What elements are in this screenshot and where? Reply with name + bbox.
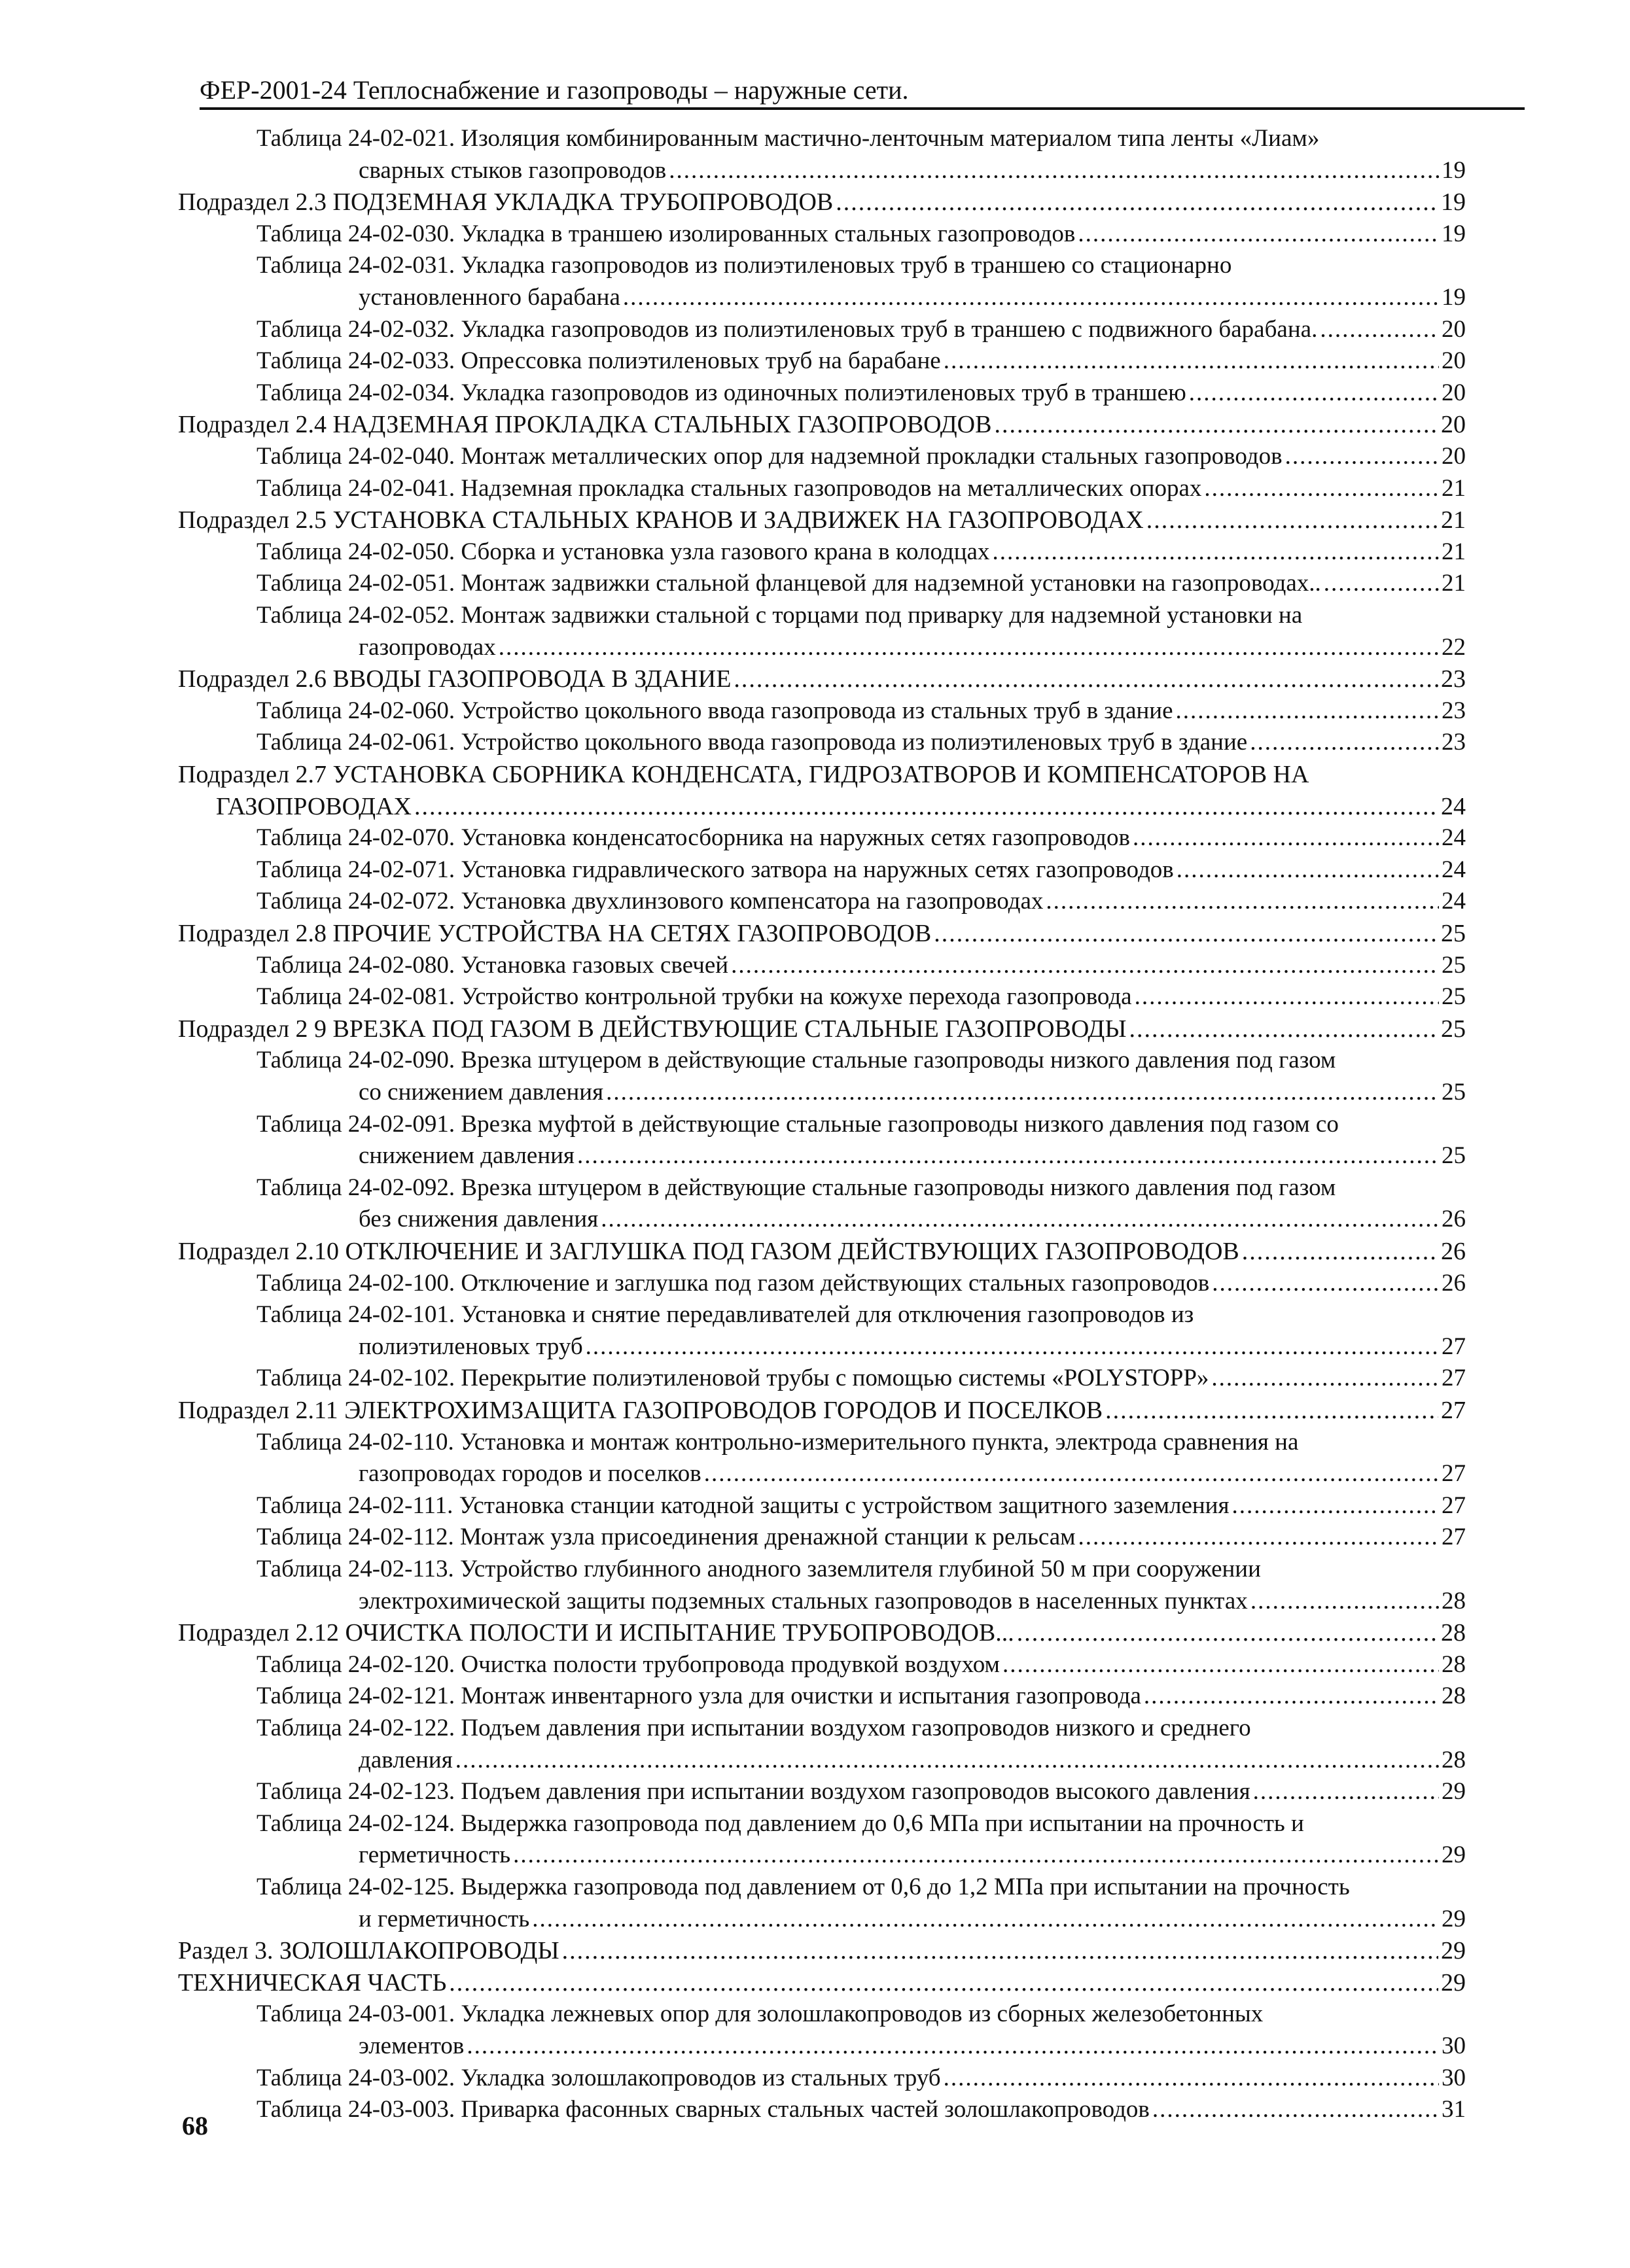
leader-dots (1212, 1268, 1439, 1299)
toc-entry-text: снижением давления (359, 1142, 575, 1169)
toc-table-line[interactable] (257, 2063, 1466, 2094)
toc-table-line[interactable] (257, 981, 1466, 1013)
toc-entry-text: Таблица 24-03-001. Укладка лежневых опор для золошлакопроводов из сборных железобетонных (257, 2000, 1264, 2027)
toc-page-number: 29 (1441, 1969, 1466, 1997)
toc-table-line[interactable] (257, 1363, 1466, 1394)
toc-page-number: 20 (1441, 411, 1466, 438)
toc-page-number: 29 (1442, 1841, 1466, 1868)
toc-entry-text: Подраздел 2.12 ОЧИСТКА ПОЛОСТИ И ИСПЫТАНИЕ ТРУБОПРОВОДОВ... (178, 1619, 1014, 1647)
toc-table-line[interactable] (257, 1045, 1336, 1076)
toc-page-number: 30 (1442, 2065, 1466, 2091)
toc-entry-text: полиэтиленовых труб (359, 1333, 583, 1360)
toc-table-line[interactable] (257, 1808, 1304, 1840)
toc-page-number: 29 (1442, 1778, 1466, 1805)
leader-dots (1242, 1236, 1438, 1267)
toc-page-number: 23 (1441, 665, 1466, 693)
toc-table-line[interactable] (359, 1586, 1466, 1617)
leader-dots (532, 1904, 1439, 1935)
toc-section-line[interactable] (178, 504, 1466, 536)
toc-entry-text: Таблица 24-02-070. Установка конденсатосборника на наружных сетях газопроводов (257, 824, 1130, 851)
toc-page-number: 29 (1442, 1906, 1466, 1932)
toc-page-number: 31 (1442, 2096, 1466, 2123)
toc-page-number: 19 (1442, 220, 1466, 247)
toc-entry-text: Таблица 24-02-040. Монтаж металлических опор для надземной прокладки стальных газопроводов (257, 443, 1283, 470)
toc-page-number: 28 (1442, 1683, 1466, 1709)
toc-page-number: 29 (1441, 1937, 1466, 1964)
toc-page-number: 20 (1442, 347, 1466, 374)
toc-section-line[interactable] (178, 409, 1466, 440)
toc-table-line[interactable] (257, 1872, 1350, 1903)
leader-dots (1211, 1363, 1439, 1394)
toc-entry-text: Таблица 24-03-002. Укладка золошлакопроводов из стальных труб (257, 2065, 941, 2091)
leader-dots (734, 663, 1438, 695)
toc-entry-text: Таблица 24-02-071. Установка гидравлического затвора на наружных сетях газопроводов (257, 856, 1174, 883)
toc-entry-text: ГАЗОПРОВОДАХ (216, 793, 412, 820)
toc-entry-text: Подраздел 2.4 НАДЗЕМНАЯ ПРОКЛАДКА СТАЛЬНЫХ ГАЗОПРОВОДОВ (178, 411, 992, 438)
leader-dots (1320, 314, 1439, 345)
toc-page-number: 25 (1441, 920, 1466, 947)
toc-entry-text: Таблица 24-02-052. Монтаж задвижки стальной с торцами под приварку для надземной установки на (257, 602, 1303, 629)
toc-table-line[interactable] (359, 632, 1466, 663)
toc-table-line[interactable] (359, 1458, 1466, 1490)
toc-entry-text: Таблица 24-02-122. Подъем давления при испытании воздухом газопроводов низкого и среднего (257, 1715, 1251, 1741)
toc-entry-text: Подраздел 2 9 ВРЕЗКА ПОД ГАЗОМ В ДЕЙСТВУЮЩИЕ СТАЛЬНЫЕ ГАЗОПРОВОДЫ (178, 1015, 1127, 1043)
toc-entry-text: Таблица 24-02-051. Монтаж задвижки стальной фланцевой для надземной установки на газопроводах.. (257, 570, 1321, 597)
leader-dots (1133, 822, 1439, 854)
toc-section-line[interactable] (178, 759, 1309, 790)
toc-table-line[interactable] (257, 727, 1466, 758)
toc-table-line[interactable] (359, 1904, 1466, 1935)
toc-entry-text: ТЕХНИЧЕСКАЯ ЧАСТЬ (178, 1969, 447, 1997)
toc-table-line[interactable] (257, 377, 1466, 409)
toc-entry-text: Таблица 24-02-072. Установка двухлинзового компенсатора на газопроводах (257, 888, 1044, 915)
toc-entry-text: Подраздел 2.10 ОТКЛЮЧЕНИЕ И ЗАГЛУШКА ПОД ГАЗОМ ДЕЙСТВУЮЩИХ ГАЗОПРОВОДОВ (178, 1238, 1239, 1265)
leader-dots (1176, 695, 1439, 727)
toc-page-number: 19 (1442, 157, 1466, 184)
toc-page-number: 23 (1442, 697, 1466, 724)
leader-dots (1135, 981, 1439, 1013)
leader-dots (1002, 1649, 1439, 1681)
toc-table-line[interactable] (359, 155, 1466, 186)
toc-entry-text: Подраздел 2.6 ВВОДЫ ГАЗОПРОВОДА В ЗДАНИЕ (178, 665, 732, 693)
toc-entry-text: Таблица 24-02-100. Отключение и заглушка под газом действующих стальных газопроводов (257, 1270, 1210, 1297)
toc-section-line[interactable] (178, 1013, 1466, 1045)
leader-dots (1253, 1776, 1439, 1807)
toc-entry-text: герметичность (359, 1841, 511, 1868)
toc-table-line[interactable] (257, 1172, 1336, 1204)
toc-entry-text: элементов (359, 2032, 465, 2059)
toc-page-number: 22 (1442, 634, 1466, 661)
leader-dots (1177, 854, 1439, 886)
toc-page-number: 24 (1442, 856, 1466, 883)
toc-entry-text: Таблица 24-02-120. Очистка полости трубопровода продувкой воздухом (257, 1651, 1000, 1678)
toc-table-line[interactable] (359, 282, 1466, 313)
leader-dots (944, 345, 1439, 377)
toc-entry-text: установленного барабана (359, 284, 620, 311)
toc-table-line[interactable] (257, 536, 1466, 568)
toc-page-number: 26 (1441, 1238, 1466, 1265)
leader-dots (467, 2031, 1439, 2062)
toc-entry-text: Таблица 24-02-090. Врезка штуцером в действующие стальные газопроводы низкого давления под газом (257, 1047, 1336, 1073)
toc-page-number: 23 (1442, 729, 1466, 756)
leader-dots (1046, 886, 1439, 917)
leader-dots (455, 1745, 1439, 1776)
toc-entry-text: Таблица 24-02-021. Изоляция комбинированным мастично-ленточным материалом типа ленты «Лиам» (257, 125, 1320, 152)
toc-entry-text: давления (359, 1747, 453, 1773)
toc-entry-text: Таблица 24-02-050. Сборка и установка узла газового крана в колодцах (257, 538, 990, 565)
toc-page-number: 25 (1441, 1015, 1466, 1043)
leader-dots (934, 918, 1438, 949)
toc-entry-text: Таблица 24-02-091. Врезка муфтой в действующие стальные газопроводы низкого давления под газом со (257, 1111, 1339, 1138)
toc-table-line[interactable] (257, 1427, 1298, 1458)
toc-table-line[interactable] (257, 1490, 1466, 1522)
toc-page-number: 20 (1442, 316, 1466, 343)
leader-dots (1105, 1395, 1438, 1426)
toc-table-line[interactable] (257, 218, 1466, 250)
toc-section-line[interactable] (178, 1395, 1466, 1426)
toc-entry-text: Таблица 24-02-102. Перекрытие полиэтиленовой трубы с помощью системы «POLYSTOPP» (257, 1365, 1209, 1391)
toc-entry-text: Раздел 3. ЗОЛОШЛАКОПРОВОДЫ (178, 1937, 559, 1964)
toc-entry-text: Подраздел 2.8 ПРОЧИЕ УСТРОЙСТВА НА СЕТЯХ ГАЗОПРОВОДОВ (178, 920, 932, 947)
toc-entry-text: Подраздел 2.5 УСТАНОВКА СТАЛЬНЫХ КРАНОВ И ЗАДВИЖЕК НА ГАЗОПРОВОДАХ (178, 506, 1144, 534)
leader-dots (449, 1967, 1438, 1998)
toc-entry-text: Таблица 24-02-030. Укладка в траншею изолированных стальных газопроводов (257, 220, 1076, 247)
leader-dots (1129, 1013, 1438, 1045)
toc-entry-text: сварных стыков газопроводов (359, 157, 667, 184)
leader-dots (1152, 2094, 1439, 2125)
toc-page-number: 26 (1442, 1270, 1466, 1297)
toc-table-line[interactable] (257, 1713, 1251, 1744)
toc-table-line[interactable] (359, 1140, 1466, 1172)
toc-entry-text: без снижения давления (359, 1206, 599, 1232)
toc-table-line[interactable] (257, 1554, 1261, 1585)
toc-entry-text: Подраздел 2.3 ПОДЗЕМНАЯ УКЛАДКА ТРУБОПРОВОДОВ (178, 188, 834, 216)
toc-table-line[interactable] (257, 1998, 1263, 2030)
leader-dots (1078, 1522, 1439, 1553)
toc-page-number: 19 (1441, 188, 1466, 216)
leader-dots (606, 1077, 1439, 1108)
toc-table-line[interactable] (359, 1204, 1466, 1235)
toc-page-number: 25 (1442, 952, 1466, 979)
leader-dots (731, 950, 1439, 981)
leader-dots (577, 1140, 1439, 1172)
toc-page-number: 27 (1442, 1524, 1466, 1550)
toc-entry-text: Таблица 24-02-033. Опрессовка полиэтиленовых труб на барабане (257, 347, 941, 374)
toc-entry-text: Таблица 24-02-111. Установка станции катодной защиты с устройством защитного заземления (257, 1492, 1230, 1519)
leader-dots (1017, 1617, 1438, 1649)
toc-table-line[interactable] (257, 600, 1302, 631)
toc-page-number: 28 (1442, 1747, 1466, 1773)
toc-table-line[interactable] (257, 1681, 1466, 1712)
toc-entry-text: Подраздел 2.11 ЭЛЕКТРОХИМЗАЩИТА ГАЗОПРОВОДОВ ГОРОДОВ И ПОСЕЛКОВ (178, 1397, 1103, 1424)
toc-entry-text: Подраздел 2.7 УСТАНОВКА СБОРНИКА КОНДЕНСАТА, ГИДРОЗАТВОРОВ И КОМПЕНСАТОРОВ НА (178, 761, 1309, 788)
toc-entry-text: со снижением давления (359, 1079, 604, 1106)
leader-dots (601, 1204, 1439, 1235)
toc-page-number: 19 (1442, 284, 1466, 311)
toc-page-number: 25 (1442, 1079, 1466, 1106)
toc-table-line[interactable] (257, 1522, 1466, 1553)
toc-table-line[interactable] (257, 314, 1466, 345)
toc-entry-text: Таблица 24-02-060. Устройство цокольного ввода газопровода из стальных труб в здание (257, 697, 1173, 724)
leader-dots (836, 186, 1438, 218)
toc-entry-text: Таблица 24-02-124. Выдержка газопровода под давлением до 0,6 МПа при испытании на прочность и (257, 1810, 1304, 1837)
leader-dots (414, 791, 1438, 822)
toc-page-number: 24 (1442, 888, 1466, 915)
toc-table-line[interactable] (359, 1840, 1466, 1871)
toc-table-line[interactable] (257, 1109, 1339, 1140)
toc-entry-text: Таблица 24-02-112. Монтаж узла присоединения дренажной станции к рельсам (257, 1524, 1076, 1550)
toc-page-number: 21 (1442, 538, 1466, 565)
toc-table-line[interactable] (257, 345, 1466, 377)
toc-table-line[interactable] (257, 854, 1466, 886)
toc-section-line[interactable] (178, 1617, 1466, 1649)
leader-dots (994, 409, 1438, 440)
toc-entry-text: Таблица 24-02-123. Подъем давления при испытании воздухом газопроводов высокого давления (257, 1778, 1250, 1805)
toc-table-line[interactable] (257, 1776, 1466, 1807)
leader-dots (1189, 377, 1439, 409)
leader-dots (992, 536, 1439, 568)
toc-entry-text: газопроводах (359, 634, 496, 661)
leader-dots (586, 1331, 1439, 1363)
toc-section-line[interactable] (178, 918, 1466, 949)
toc-section-line[interactable] (178, 1967, 1466, 1998)
toc-entry-text: Таблица 24-02-061. Устройство цокольного ввода газопровода из полиэтиленовых труб в здание (257, 729, 1248, 756)
toc-table-line[interactable] (257, 2094, 1466, 2125)
toc-table-line[interactable] (359, 1745, 1466, 1776)
toc-table-line[interactable] (257, 950, 1466, 981)
toc-page-number: 30 (1442, 2032, 1466, 2059)
leader-dots (944, 2063, 1439, 2094)
leader-dots (499, 632, 1439, 663)
leader-dots (1250, 727, 1439, 758)
toc-page-number: 25 (1442, 1142, 1466, 1169)
toc-section-line[interactable] (178, 1935, 1466, 1966)
toc-section-line[interactable] (216, 791, 1466, 822)
page-header (200, 71, 1525, 110)
leader-dots (1144, 1681, 1439, 1712)
leader-dots (513, 1840, 1439, 1871)
leader-dots (1250, 1586, 1439, 1617)
toc-page-number: 28 (1441, 1619, 1466, 1647)
leader-dots (562, 1935, 1438, 1966)
toc-page-number: 26 (1442, 1206, 1466, 1232)
toc-page-number: 24 (1441, 793, 1466, 820)
toc-entry-text: Таблица 24-02-041. Надземная прокладка стальных газопроводов на металлических опорах (257, 475, 1202, 502)
toc-page-number: 20 (1442, 379, 1466, 406)
toc-page-number: 27 (1442, 1365, 1466, 1391)
toc-table-line[interactable] (257, 1649, 1466, 1681)
toc-section-line[interactable] (178, 1236, 1466, 1267)
leader-dots (1078, 218, 1439, 250)
page-number: 68 (182, 2111, 208, 2140)
leader-dots (669, 155, 1439, 186)
toc-section-line[interactable] (178, 186, 1466, 218)
toc-entry-text: Таблица 24-02-080. Установка газовых свечей (257, 952, 729, 979)
toc-entry-text: Таблица 24-03-003. Приварка фасонных сварных стальных частей золошлакопроводов (257, 2096, 1150, 2123)
toc-table-line[interactable] (359, 2031, 1466, 2062)
toc-entry-text: электрохимической защиты подземных стальных газопроводов в населенных пунктах (359, 1588, 1248, 1614)
toc-page-number: 21 (1442, 475, 1466, 502)
toc-entry-text: Таблица 24-02-081. Устройство контрольной трубки на кожухе перехода газопровода (257, 983, 1132, 1010)
toc-page-number: 28 (1442, 1651, 1466, 1678)
toc-section-line[interactable] (178, 663, 1466, 695)
leader-dots (1146, 504, 1438, 536)
toc-table-line[interactable] (257, 886, 1466, 917)
leader-dots (1232, 1490, 1439, 1522)
toc-entry-text: Таблица 24-02-092. Врезка штуцером в действующие стальные газопроводы низкого давления под газом (257, 1174, 1336, 1201)
toc-table-line[interactable] (257, 123, 1319, 154)
toc-page-number: 24 (1442, 824, 1466, 851)
toc-entry-text: газопроводах городов и поселков (359, 1460, 701, 1487)
toc-entry-text: Таблица 24-02-031. Укладка газопроводов из полиэтиленовых труб в траншею со стационарно (257, 252, 1232, 279)
toc-page-number: 20 (1442, 443, 1466, 470)
toc-table-line[interactable] (257, 695, 1466, 727)
toc-entry-text: Таблица 24-02-121. Монтаж инвентарного узла для очистки и испытания газопровода (257, 1683, 1141, 1709)
toc-page-number: 27 (1442, 1492, 1466, 1519)
toc-page-number: 27 (1441, 1397, 1466, 1424)
leader-dots (1324, 568, 1439, 599)
toc-table-line[interactable] (257, 1268, 1466, 1299)
toc-page-number: 25 (1442, 983, 1466, 1010)
toc-entry-text: Таблица 24-02-113. Устройство глубинного анодного заземлителя глубиной 50 м при сооружении (257, 1556, 1261, 1582)
toc-page-number: 27 (1442, 1460, 1466, 1487)
toc-table-line[interactable] (257, 1299, 1194, 1331)
toc-entry-text: Таблица 24-02-034. Укладка газопроводов из одиночных полиэтиленовых труб в траншею (257, 379, 1186, 406)
toc-entry-text: и герметичность (359, 1906, 530, 1932)
toc-entry-text: Таблица 24-02-125. Выдержка газопровода под давлением от 0,6 до 1,2 МПа при испытании на прочность (257, 1874, 1350, 1900)
toc-page-number: 27 (1442, 1333, 1466, 1360)
toc-table-line[interactable] (257, 473, 1466, 504)
header-title: ФЕР-2001-24 Теплоснабжение и газопроводы – наружные сети. (200, 75, 909, 105)
leader-dots (704, 1458, 1439, 1490)
toc-table-line[interactable] (257, 568, 1466, 599)
toc-table-line[interactable] (257, 250, 1231, 281)
toc-table-line[interactable] (257, 822, 1466, 854)
leader-dots (1204, 473, 1439, 504)
toc-table-line[interactable] (359, 1077, 1466, 1108)
toc-entry-text: Таблица 24-02-110. Установка и монтаж контрольно-измерительного пункта, электрода сравнения на (257, 1429, 1299, 1456)
toc-page-number: 21 (1441, 506, 1466, 534)
leader-dots (623, 282, 1439, 313)
toc-entry-text: Таблица 24-02-101. Установка и снятие передавливателей для отключения газопроводов из (257, 1301, 1194, 1328)
leader-dots (1285, 441, 1439, 472)
toc-table-line[interactable] (257, 441, 1466, 472)
toc-table-line[interactable] (359, 1331, 1466, 1363)
toc-page-number: 21 (1442, 570, 1466, 597)
toc-page-number: 28 (1442, 1588, 1466, 1614)
toc-entry-text: Таблица 24-02-032. Укладка газопроводов из полиэтиленовых труб в траншею с подвижного барабана. (257, 316, 1318, 343)
